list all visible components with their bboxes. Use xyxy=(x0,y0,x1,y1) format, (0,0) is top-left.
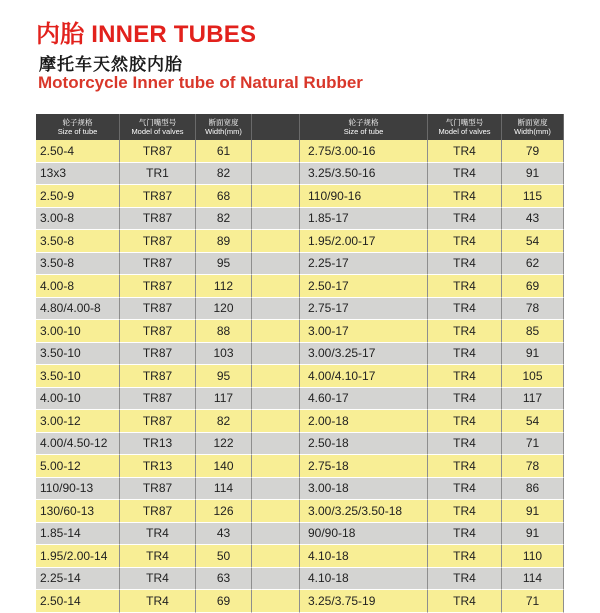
table-row xyxy=(36,500,564,523)
left-valve-cell: TR87 xyxy=(120,500,196,523)
spacer-cell xyxy=(252,478,300,501)
left-size-cell: 2.50-14 xyxy=(36,590,120,613)
right-valve-cell: TR4 xyxy=(428,545,502,568)
subtitle-chinese: 摩托车天然胶内胎 xyxy=(39,55,183,74)
header-valve-cn: 气门嘴型号 xyxy=(138,118,177,127)
table-row xyxy=(36,275,564,298)
left-width-cell: 82 xyxy=(196,410,252,433)
left-valve-cell: TR87 xyxy=(120,478,196,501)
left-size-cell: 4.00-10 xyxy=(36,388,120,411)
right-valve-cell: TR4 xyxy=(428,343,502,366)
table-row xyxy=(36,253,564,276)
header-size-en-right: Size of tube xyxy=(343,127,384,136)
left-valve-cell: TR4 xyxy=(120,568,196,591)
right-valve-cell: TR4 xyxy=(428,523,502,546)
right-valve-cell: TR4 xyxy=(428,275,502,298)
header-size-en: Size of tube xyxy=(57,127,98,136)
left-valve-cell: TR13 xyxy=(120,433,196,456)
spacer-cell xyxy=(252,253,300,276)
left-width-cell: 69 xyxy=(196,590,252,613)
left-size-cell: 3.00-8 xyxy=(36,208,120,231)
right-size-cell: 3.00-18 xyxy=(300,478,428,501)
spacer-cell xyxy=(252,275,300,298)
left-width-cell: 122 xyxy=(196,433,252,456)
left-valve-cell: TR13 xyxy=(120,455,196,478)
left-width-cell: 126 xyxy=(196,500,252,523)
subtitle-english: Motorcycle Inner tube of Natural Rubber xyxy=(38,73,363,92)
table-row xyxy=(36,230,564,253)
left-size-cell: 4.80/4.00-8 xyxy=(36,298,120,321)
table-row xyxy=(36,298,564,321)
header-valve xyxy=(120,114,196,140)
right-size-cell: 2.75-18 xyxy=(300,455,428,478)
right-valve-cell: TR4 xyxy=(428,140,502,163)
spacer-cell xyxy=(252,230,300,253)
table-row xyxy=(36,523,564,546)
right-valve-cell: TR4 xyxy=(428,163,502,186)
left-valve-cell: TR87 xyxy=(120,208,196,231)
left-size-cell: 3.50-10 xyxy=(36,343,120,366)
left-size-cell: 1.85-14 xyxy=(36,523,120,546)
right-valve-cell: TR4 xyxy=(428,208,502,231)
right-width-cell: 85 xyxy=(502,320,564,343)
right-width-cell: 54 xyxy=(502,230,564,253)
left-width-cell: 63 xyxy=(196,568,252,591)
right-width-cell: 43 xyxy=(502,208,564,231)
right-size-cell: 2.00-18 xyxy=(300,410,428,433)
right-width-cell: 91 xyxy=(502,163,564,186)
right-size-cell: 4.10-18 xyxy=(300,545,428,568)
left-size-cell: 2.25-14 xyxy=(36,568,120,591)
left-width-cell: 117 xyxy=(196,388,252,411)
header-valve-right xyxy=(428,114,502,140)
header-width-cn-right: 断面宽度 xyxy=(517,118,548,127)
left-valve-cell: TR87 xyxy=(120,388,196,411)
left-size-cell: 130/60-13 xyxy=(36,500,120,523)
right-width-cell: 117 xyxy=(502,388,564,411)
page-title: 内胎 INNER TUBES xyxy=(36,21,257,48)
left-size-cell: 1.95/2.00-14 xyxy=(36,545,120,568)
right-size-cell: 90/90-18 xyxy=(300,523,428,546)
header-size-cn-right: 轮子规格 xyxy=(348,118,379,127)
right-size-cell: 1.85-17 xyxy=(300,208,428,231)
right-width-cell: 69 xyxy=(502,275,564,298)
table-row xyxy=(36,320,564,343)
left-valve-cell: TR4 xyxy=(120,590,196,613)
table-row xyxy=(36,140,564,163)
left-valve-cell: TR87 xyxy=(120,185,196,208)
right-width-cell: 110 xyxy=(502,545,564,568)
left-valve-cell: TR87 xyxy=(120,365,196,388)
spacer-cell xyxy=(252,140,300,163)
right-size-cell: 4.00/4.10-17 xyxy=(300,365,428,388)
table-row xyxy=(36,455,564,478)
right-size-cell: 3.25/3.75-19 xyxy=(300,590,428,613)
spacer-cell xyxy=(252,320,300,343)
table-row xyxy=(36,163,564,186)
left-size-cell: 5.00-12 xyxy=(36,455,120,478)
right-valve-cell: TR4 xyxy=(428,253,502,276)
right-size-cell: 2.75/3.00-16 xyxy=(300,140,428,163)
right-size-cell: 110/90-16 xyxy=(300,185,428,208)
right-size-cell: 1.95/2.00-17 xyxy=(300,230,428,253)
inner-tube-table xyxy=(36,114,564,613)
table-row xyxy=(36,410,564,433)
right-valve-cell: TR4 xyxy=(428,500,502,523)
table-row xyxy=(36,545,564,568)
left-width-cell: 95 xyxy=(196,365,252,388)
table-body xyxy=(36,140,564,613)
right-size-cell: 4.60-17 xyxy=(300,388,428,411)
right-size-cell: 3.25/3.50-16 xyxy=(300,163,428,186)
right-width-cell: 91 xyxy=(502,343,564,366)
right-width-cell: 115 xyxy=(502,185,564,208)
left-width-cell: 50 xyxy=(196,545,252,568)
spacer-cell xyxy=(252,455,300,478)
header-valve-cn-right: 气门嘴型号 xyxy=(445,118,484,127)
left-width-cell: 114 xyxy=(196,478,252,501)
left-valve-cell: TR87 xyxy=(120,298,196,321)
right-valve-cell: TR4 xyxy=(428,230,502,253)
right-width-cell: 91 xyxy=(502,500,564,523)
table-row xyxy=(36,388,564,411)
spacer-cell xyxy=(252,388,300,411)
right-width-cell: 54 xyxy=(502,410,564,433)
header-width-cn: 断面宽度 xyxy=(208,118,239,127)
right-size-cell: 2.50-18 xyxy=(300,433,428,456)
header-size-cn: 轮子规格 xyxy=(62,118,93,127)
left-size-cell: 3.00-12 xyxy=(36,410,120,433)
left-valve-cell: TR4 xyxy=(120,545,196,568)
right-size-cell: 3.00/3.25/3.50-18 xyxy=(300,500,428,523)
header-valve-en-right: Model of valves xyxy=(438,127,491,136)
spacer-cell xyxy=(252,185,300,208)
spacer-cell xyxy=(252,433,300,456)
right-width-cell: 78 xyxy=(502,455,564,478)
left-width-cell: 140 xyxy=(196,455,252,478)
left-valve-cell: TR87 xyxy=(120,320,196,343)
left-width-cell: 89 xyxy=(196,230,252,253)
header-width xyxy=(196,114,252,140)
table-row xyxy=(36,208,564,231)
right-width-cell: 71 xyxy=(502,433,564,456)
right-width-cell: 105 xyxy=(502,365,564,388)
table-header xyxy=(36,114,564,140)
left-valve-cell: TR87 xyxy=(120,253,196,276)
left-width-cell: 82 xyxy=(196,163,252,186)
header-size xyxy=(36,114,120,140)
left-size-cell: 3.50-8 xyxy=(36,230,120,253)
spacer-cell xyxy=(252,365,300,388)
table-row xyxy=(36,185,564,208)
right-valve-cell: TR4 xyxy=(428,185,502,208)
right-size-cell: 2.75-17 xyxy=(300,298,428,321)
left-width-cell: 95 xyxy=(196,253,252,276)
header-valve-en: Model of valves xyxy=(131,127,184,136)
left-width-cell: 82 xyxy=(196,208,252,231)
table-row xyxy=(36,433,564,456)
spacer-cell xyxy=(252,298,300,321)
left-valve-cell: TR4 xyxy=(120,523,196,546)
right-valve-cell: TR4 xyxy=(428,455,502,478)
right-width-cell: 79 xyxy=(502,140,564,163)
right-width-cell: 86 xyxy=(502,478,564,501)
header-width-en-right: Width(mm) xyxy=(514,127,551,136)
left-width-cell: 88 xyxy=(196,320,252,343)
right-width-cell: 114 xyxy=(502,568,564,591)
left-valve-cell: TR87 xyxy=(120,410,196,433)
right-width-cell: 71 xyxy=(502,590,564,613)
table-row xyxy=(36,365,564,388)
left-valve-cell: TR87 xyxy=(120,230,196,253)
header-width-right xyxy=(502,114,564,140)
right-size-cell: 4.10-18 xyxy=(300,568,428,591)
header-spacer xyxy=(252,114,300,140)
spacer-cell xyxy=(252,523,300,546)
table-row xyxy=(36,590,564,613)
left-width-cell: 112 xyxy=(196,275,252,298)
left-valve-cell: TR87 xyxy=(120,140,196,163)
left-width-cell: 103 xyxy=(196,343,252,366)
left-size-cell: 110/90-13 xyxy=(36,478,120,501)
right-size-cell: 3.00/3.25-17 xyxy=(300,343,428,366)
table-row xyxy=(36,343,564,366)
left-size-cell: 4.00/4.50-12 xyxy=(36,433,120,456)
right-valve-cell: TR4 xyxy=(428,298,502,321)
spacer-cell xyxy=(252,568,300,591)
right-width-cell: 62 xyxy=(502,253,564,276)
right-valve-cell: TR4 xyxy=(428,388,502,411)
right-size-cell: 2.25-17 xyxy=(300,253,428,276)
header-size-right xyxy=(300,114,428,140)
left-size-cell: 2.50-4 xyxy=(36,140,120,163)
right-size-cell: 2.50-17 xyxy=(300,275,428,298)
left-size-cell: 3.00-10 xyxy=(36,320,120,343)
left-size-cell: 2.50-9 xyxy=(36,185,120,208)
left-width-cell: 68 xyxy=(196,185,252,208)
table-row xyxy=(36,478,564,501)
left-size-cell: 4.00-8 xyxy=(36,275,120,298)
right-valve-cell: TR4 xyxy=(428,478,502,501)
spacer-cell xyxy=(252,163,300,186)
left-width-cell: 120 xyxy=(196,298,252,321)
right-width-cell: 78 xyxy=(502,298,564,321)
spacer-cell xyxy=(252,343,300,366)
left-size-cell: 13x3 xyxy=(36,163,120,186)
right-valve-cell: TR4 xyxy=(428,568,502,591)
left-size-cell: 3.50-10 xyxy=(36,365,120,388)
spacer-cell xyxy=(252,410,300,433)
spacer-cell xyxy=(252,545,300,568)
left-size-cell: 3.50-8 xyxy=(36,253,120,276)
right-valve-cell: TR4 xyxy=(428,320,502,343)
right-valve-cell: TR4 xyxy=(428,433,502,456)
spacer-cell xyxy=(252,590,300,613)
right-valve-cell: TR4 xyxy=(428,410,502,433)
left-valve-cell: TR1 xyxy=(120,163,196,186)
left-valve-cell: TR87 xyxy=(120,343,196,366)
table-row xyxy=(36,568,564,591)
spacer-cell xyxy=(252,500,300,523)
left-valve-cell: TR87 xyxy=(120,275,196,298)
right-valve-cell: TR4 xyxy=(428,365,502,388)
right-width-cell: 91 xyxy=(502,523,564,546)
header-width-en: Width(mm) xyxy=(205,127,242,136)
left-width-cell: 61 xyxy=(196,140,252,163)
spacer-cell xyxy=(252,208,300,231)
right-size-cell: 3.00-17 xyxy=(300,320,428,343)
left-width-cell: 43 xyxy=(196,523,252,546)
right-valve-cell: TR4 xyxy=(428,590,502,613)
